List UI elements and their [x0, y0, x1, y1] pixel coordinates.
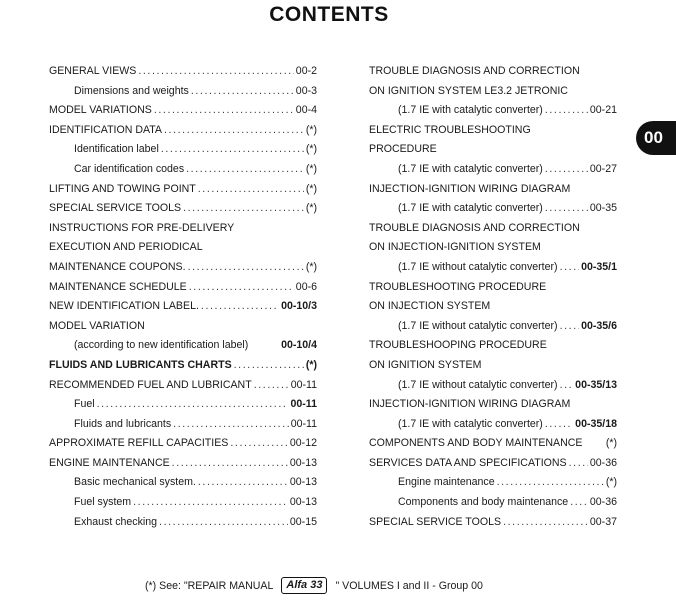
toc-left-column	[49, 62, 317, 532]
toc-leader	[570, 493, 588, 513]
toc-entry-page: 00-10/4	[281, 339, 317, 352]
toc-entry	[369, 473, 617, 493]
toc-entry-title: Components and body maintenance	[398, 496, 569, 509]
toc-entry-page: 00-27	[589, 162, 617, 175]
toc-entry	[369, 101, 617, 121]
toc-entry	[49, 297, 317, 317]
toc-entry-title: NEW IDENTIFICATION LABEL.	[49, 300, 199, 313]
toc-entry-page: 00-21	[589, 104, 617, 117]
toc-leader	[154, 101, 294, 121]
toc-leader	[198, 180, 304, 200]
toc-leader	[198, 473, 288, 493]
toc-entry-title: PROCEDURE	[369, 143, 437, 156]
toc-leader	[133, 493, 288, 513]
toc-entry	[369, 395, 617, 415]
toc-entry-page: (*)	[305, 123, 317, 136]
toc-entry-page: 00-10/3	[281, 300, 317, 313]
toc-entry	[369, 62, 617, 82]
section-tab: 00	[636, 121, 676, 155]
page-title: CONTENTS	[269, 3, 389, 26]
toc-entry-title: (1.7 IE with catalytic converter)	[398, 104, 543, 117]
toc-entry	[369, 121, 617, 141]
toc-entry-title: LIFTING AND TOWING POINT	[49, 182, 196, 195]
toc-entry-title: TROUBLE DIAGNOSIS AND CORRECTION	[369, 65, 580, 77]
toc-entry-page: 00-13	[289, 456, 317, 469]
toc-entry-title: (1.7 IE with catalytic converter)	[398, 417, 543, 430]
toc-leader	[97, 395, 289, 415]
toc-entry-page: 00-2	[295, 65, 317, 77]
toc-entry	[49, 258, 317, 278]
toc-entry-title: MODEL VARIATION	[49, 319, 145, 332]
toc-entry	[49, 454, 317, 474]
toc-entry	[49, 317, 317, 337]
toc-entry-page: (*)	[305, 143, 317, 156]
toc-leader	[569, 454, 588, 474]
toc-entry	[49, 434, 317, 454]
toc-entry-page: 00-13	[289, 476, 317, 489]
toc-leader	[230, 434, 288, 454]
toc-leader	[173, 415, 289, 435]
toc-leader	[161, 140, 304, 160]
toc-entry-title: Identification label	[74, 143, 159, 156]
toc-entry-page: 00-4	[295, 104, 317, 117]
toc-entry	[369, 160, 617, 180]
toc-entry-page: 00-11	[290, 378, 317, 391]
toc-entry-title: APPROXIMATE REFILL CAPACITIES	[49, 437, 229, 450]
toc-entry	[49, 140, 317, 160]
toc-leader	[545, 160, 588, 180]
toc-entry	[369, 317, 617, 337]
toc-entry	[369, 199, 617, 219]
toc-leader	[164, 121, 304, 141]
toc-entry	[49, 473, 317, 493]
toc-entry-title: (1.7 IE without catalytic converter)	[398, 319, 558, 332]
toc-entry-title: (1.7 IE with catalytic converter)	[398, 162, 543, 175]
toc-entry-title: (1.7 IE without catalytic converter)	[398, 378, 558, 391]
toc-leader	[497, 473, 604, 493]
toc-entry	[369, 513, 617, 533]
toc-entry	[369, 454, 617, 474]
toc-entry	[369, 219, 617, 239]
toc-leader	[186, 160, 304, 180]
toc-entry-page: 00-3	[295, 84, 317, 97]
toc-leader	[560, 258, 580, 278]
toc-leader	[159, 513, 288, 533]
toc-entry-page: 00-35/6	[581, 319, 617, 332]
toc-entry-page: (*)	[305, 162, 317, 175]
toc-entry	[369, 140, 617, 160]
toc-entry-title: TROUBLESHOOTING PROCEDURE	[369, 280, 547, 293]
toc-entry	[369, 415, 617, 435]
toc-leader	[188, 258, 304, 278]
toc-entry-page: 00-11	[290, 398, 317, 411]
toc-entry-page: 00-15	[289, 515, 317, 528]
toc-entry	[49, 513, 317, 533]
toc-leader	[183, 199, 304, 219]
toc-entry	[369, 493, 617, 513]
toc-entry-page: 00-13	[289, 496, 317, 509]
toc-entry-page: (*)	[605, 437, 617, 450]
toc-entry-title: (according to new identification label)	[74, 339, 249, 352]
toc-entry	[369, 434, 617, 454]
toc-leader	[201, 297, 279, 317]
toc-entry-title: ENGINE MAINTENANCE	[49, 456, 170, 469]
toc-entry-page: (*)	[305, 202, 317, 215]
toc-leader	[545, 199, 588, 219]
toc-leader	[503, 513, 588, 533]
toc-entry	[49, 336, 317, 356]
toc-entry-page: 00-6	[295, 280, 317, 293]
toc-entry-page: 00-36	[589, 496, 617, 509]
toc-entry-title: Fuel system	[74, 496, 132, 509]
toc-entry-title: Engine maintenance	[398, 476, 495, 489]
toc-entry-title: RECOMMENDED FUEL AND LUBRICANT	[49, 378, 252, 391]
toc-entry	[49, 62, 317, 82]
toc-entry-title: Fluids and lubricants	[74, 417, 172, 430]
toc-entry-title: Basic mechanical system.	[74, 476, 196, 489]
toc-entry-title: Car identification codes	[74, 162, 185, 175]
toc-entry	[49, 160, 317, 180]
toc-entry	[369, 238, 617, 258]
toc-leader	[254, 376, 289, 396]
toc-entry-page: 00-36	[589, 456, 617, 469]
toc-entry-page: (*)	[305, 260, 317, 273]
toc-entry	[49, 82, 317, 102]
toc-entry	[49, 199, 317, 219]
toc-entry-page: 00-35/1	[581, 260, 617, 273]
toc-entry-title: SERVICES DATA AND SPECIFICATIONS	[369, 456, 567, 469]
toc-entry	[369, 180, 617, 200]
toc-entry-title: ON IGNITION SYSTEM LE3.2 JETRONIC	[369, 84, 568, 97]
toc-entry-title: IDENTIFICATION DATA	[49, 123, 162, 136]
toc-entry	[49, 101, 317, 121]
toc-entry-title: ON INJECTION SYSTEM	[369, 300, 491, 313]
toc-entry-title: TROUBLESHOOPING PROCEDURE	[369, 339, 547, 352]
toc-entry-page: 00-35/18	[575, 417, 617, 430]
toc-entry	[49, 180, 317, 200]
toc-entry-page: 00-37	[589, 515, 617, 528]
toc-leader	[560, 317, 580, 337]
toc-entry-title: TROUBLE DIAGNOSIS AND CORRECTION	[369, 221, 580, 234]
toc-entry-title: Dimensions and weights	[74, 84, 189, 97]
toc-entry-title: ON INJECTION-IGNITION SYSTEM	[369, 241, 541, 254]
toc-entry	[49, 356, 317, 376]
toc-entry	[49, 278, 317, 298]
footer-prefix: (*) See: "REPAIR MANUAL	[145, 579, 274, 592]
toc-leader	[189, 278, 294, 298]
toc-entry-title: MAINTENANCE SCHEDULE	[49, 280, 187, 293]
toc-entry	[369, 356, 617, 376]
toc-leader	[560, 376, 574, 396]
toc-entry-title: INJECTION-IGNITION WIRING DIAGRAM	[369, 398, 571, 411]
toc-entry-title: ON IGNITION SYSTEM	[369, 358, 482, 371]
toc-leader	[172, 454, 288, 474]
toc-entry	[49, 121, 317, 141]
toc-entry-title: Exhaust checking	[74, 515, 158, 528]
toc-entry-title: Fuel	[74, 398, 95, 411]
toc-entry-title: ELECTRIC TROUBLESHOOTING	[369, 123, 531, 136]
toc-entry-title: (1.7 IE with catalytic converter)	[398, 202, 543, 215]
toc-leader	[545, 415, 573, 435]
toc-entry	[49, 219, 317, 239]
toc-entry	[369, 258, 617, 278]
alfa-33-logo: Alfa 33	[281, 577, 327, 594]
footer-suffix: " VOLUMES I and II - Group 00	[335, 579, 483, 592]
toc-entry-title: MODEL VARIATIONS	[49, 104, 152, 117]
footer-note	[145, 577, 483, 594]
toc-entry-title: EXECUTION AND PERIODICAL	[49, 241, 203, 254]
toc-entry-page: (*)	[305, 358, 317, 371]
toc-entry	[369, 278, 617, 298]
toc-entry-page: 00-12	[289, 437, 317, 450]
toc-right-column	[369, 62, 617, 532]
toc-entry-title: INJECTION-IGNITION WIRING DIAGRAM	[369, 182, 571, 195]
toc-leader	[138, 62, 293, 82]
toc-entry-title: GENERAL VIEWS	[49, 65, 137, 77]
toc-entry-page: (*)	[605, 476, 617, 489]
toc-entry	[49, 415, 317, 435]
toc-entry-title: SPECIAL SERVICE TOOLS	[49, 202, 182, 215]
toc-entry	[49, 238, 317, 258]
toc-entry-page: 00-35	[589, 202, 617, 215]
toc-entry	[369, 82, 617, 102]
toc-entry-page: 00-11	[290, 417, 317, 430]
toc-entry-title: COMPONENTS AND BODY MAINTENANCE	[369, 437, 583, 450]
toc-leader	[191, 82, 294, 102]
toc-entry	[49, 395, 317, 415]
toc-entry-title: FLUIDS AND LUBRICANTS CHARTS	[49, 358, 232, 371]
toc-leader	[545, 101, 588, 121]
toc-entry-title: MAINTENANCE COUPONS.	[49, 260, 186, 273]
toc-entry	[369, 336, 617, 356]
toc-leader	[234, 356, 304, 376]
toc-entry	[49, 493, 317, 513]
toc-entry-title: SPECIAL SERVICE TOOLS	[369, 515, 502, 528]
toc-entry	[369, 376, 617, 396]
toc-entry-page: 00-35/13	[575, 378, 617, 391]
toc-entry	[49, 376, 317, 396]
toc-entry-title: (1.7 IE without catalytic converter)	[398, 260, 558, 273]
toc-entry-page: (*)	[305, 182, 317, 195]
toc-entry-title: INSTRUCTIONS FOR PRE-DELIVERY	[49, 221, 235, 234]
toc-entry	[369, 297, 617, 317]
